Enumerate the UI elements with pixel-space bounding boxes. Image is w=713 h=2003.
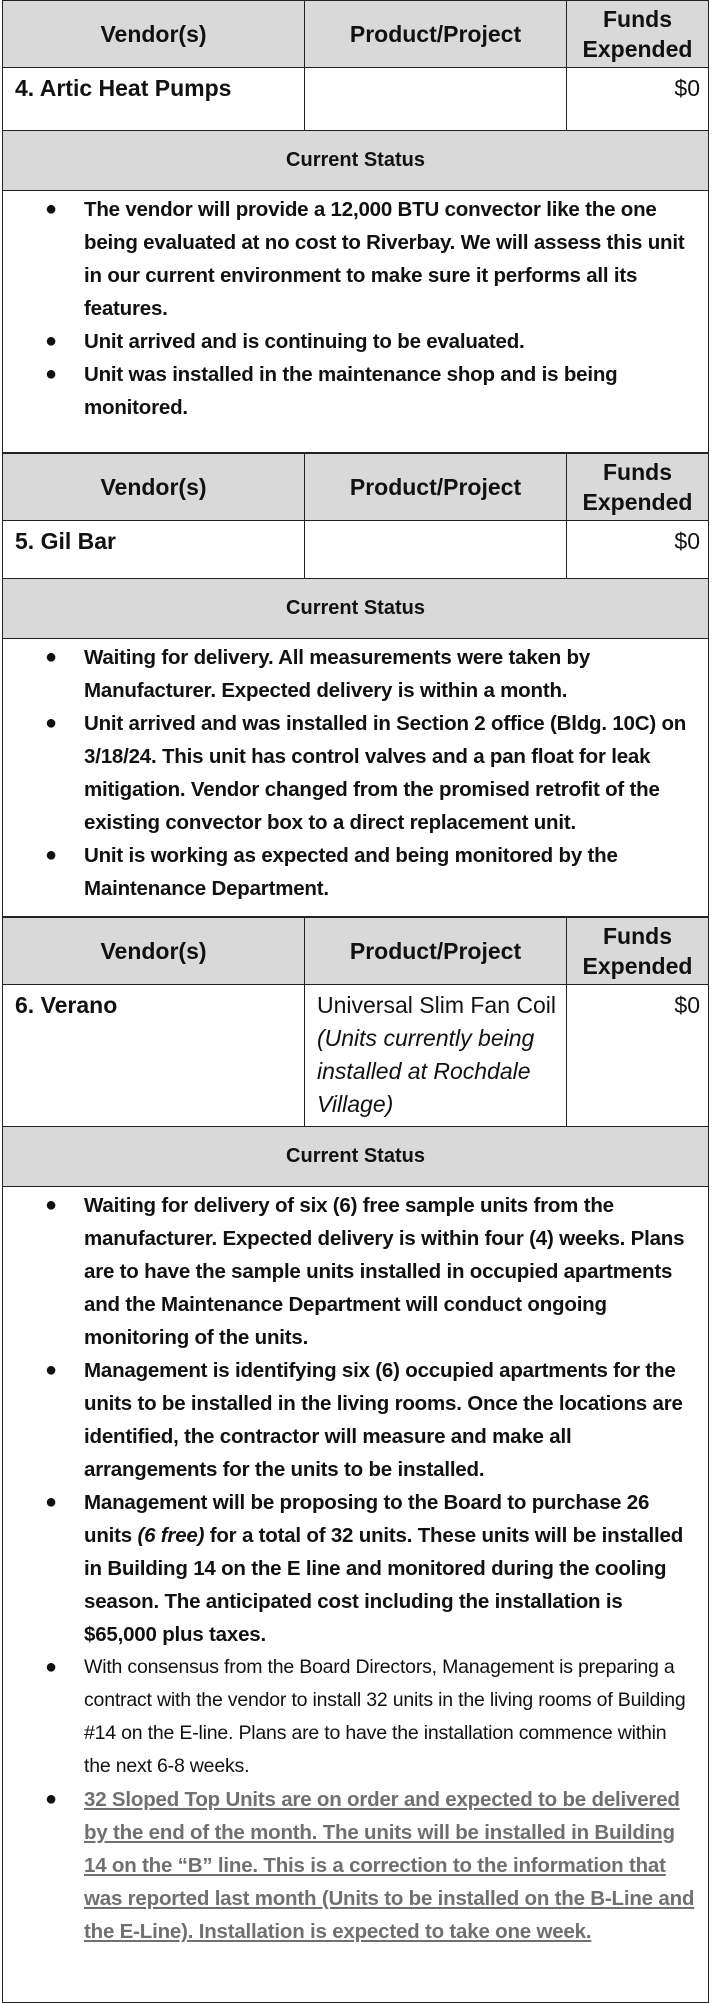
vendor-column-header: Vendor(s) (3, 918, 305, 984)
funds-value: $0 (674, 528, 700, 554)
table-header (2, 453, 709, 521)
status-item: ● Management will be proposing to the Board to purchase 26 units (6 free) for a total of 32 units. These units will be installed in Building 14 on the E line and monitored during the cooling season. The anticipated cost including the installation is $65,000 plus taxes. (3, 1486, 698, 1651)
funds-column-header: Funds Expended (582, 459, 693, 515)
status-list (3, 193, 698, 424)
status-heading: Current Status (2, 131, 709, 191)
status-item: ● Waiting for delivery. All measurements were taken by Manufacturer. Expected delivery is within a month. (3, 641, 698, 707)
bullet-icon: ● (45, 1359, 57, 1381)
funds-value: $0 (674, 992, 700, 1018)
product-cell (305, 985, 567, 1126)
bullet-icon: ● (45, 1656, 57, 1678)
status-list-box (2, 191, 709, 453)
product-name: Universal Slim Fan Coil (317, 992, 557, 1018)
status-list (3, 641, 698, 905)
vendor-name: 4. Artic Heat Pumps (3, 68, 305, 130)
status-item: ● Unit is working as expected and being monitored by the Maintenance Department. (3, 839, 698, 905)
status-item-correction: ● 32 Sloped Top Units are on order and expected to be delivered by the end of the month. The units will be installed in Building 14 on the “B” line. This is a correction to the information that was reported last month (Units to be installed on the B-Line and the E-Line). Installation is expected to take one week. (3, 1783, 698, 1948)
product-column-header: Product/Project (305, 1, 567, 67)
vendor-row (2, 68, 709, 131)
status-item: ● Management is identifying six (6) occupied apartments for the units to be installed in the living rooms. Once the locations are identified, the contractor will measure and make all arrangements for the units to be installed. (3, 1354, 698, 1486)
bullet-icon: ● (45, 198, 57, 220)
status-item: ● The vendor will provide a 12,000 BTU convector like the one being evaluated at no cost to Riverbay. We will assess this unit in our current environment to make sure it performs all its features. (3, 193, 698, 325)
bullet-icon: ● (45, 1194, 57, 1216)
product-column-header: Product/Project (305, 918, 567, 984)
table-header (2, 917, 709, 985)
status-list (3, 1189, 698, 1948)
status-item: ● Unit arrived and was installed in Section 2 office (Bldg. 10C) on 3/18/24. This unit has control valves and a pan float for leak mitigation. Vendor changed from the promised retrofit of the existing convector box to a direct replacement unit. (3, 707, 698, 839)
vendor-name: 5. Gil Bar (3, 521, 305, 578)
status-item: ● Unit arrived and is continuing to be evaluated. (3, 325, 698, 358)
vendor-row (2, 985, 709, 1127)
product-cell (305, 521, 567, 578)
vendor-column-header: Vendor(s) (3, 1, 305, 67)
bullet-icon: ● (45, 844, 57, 866)
table-header (2, 0, 709, 68)
bullet-icon: ● (45, 363, 57, 385)
funds-column-header: Funds Expended (582, 923, 693, 979)
product-note: (Units currently being installed at Rochdale Village) (317, 1025, 535, 1117)
product-column-header: Product/Project (305, 454, 567, 520)
status-heading: Current Status (2, 1127, 709, 1187)
status-item: ● With consensus from the Board Directors, Management is preparing a contract with the vendor to install 32 units in the living rooms of Building #14 on the E-line. Plans are to have the installation commence within the next 6-8 weeks. (3, 1651, 698, 1783)
status-item: ● Unit was installed in the maintenance shop and is being monitored. (3, 358, 698, 424)
status-item: ● Waiting for delivery of six (6) free sample units from the manufacturer. Expected delivery is within four (4) weeks. Plans are to have the sample units installed in occupied apartments and the Maintenance Department will conduct ongoing monitoring of the units. (3, 1189, 698, 1354)
product-cell (305, 68, 567, 130)
bullet-icon: ● (45, 1788, 57, 1810)
bullet-icon: ● (45, 1491, 57, 1513)
vendor-status-document (2, 0, 709, 2003)
vendor-name: 6. Verano (3, 985, 305, 1126)
status-heading: Current Status (2, 579, 709, 639)
bullet-icon: ● (45, 646, 57, 668)
status-list-box (2, 639, 709, 917)
funds-value: $0 (674, 75, 700, 101)
bullet-icon: ● (45, 330, 57, 352)
bullet-icon: ● (45, 712, 57, 734)
status-list-box (2, 1187, 709, 2003)
funds-column-header: Funds Expended (582, 6, 693, 62)
vendor-row (2, 521, 709, 579)
vendor-column-header: Vendor(s) (3, 454, 305, 520)
